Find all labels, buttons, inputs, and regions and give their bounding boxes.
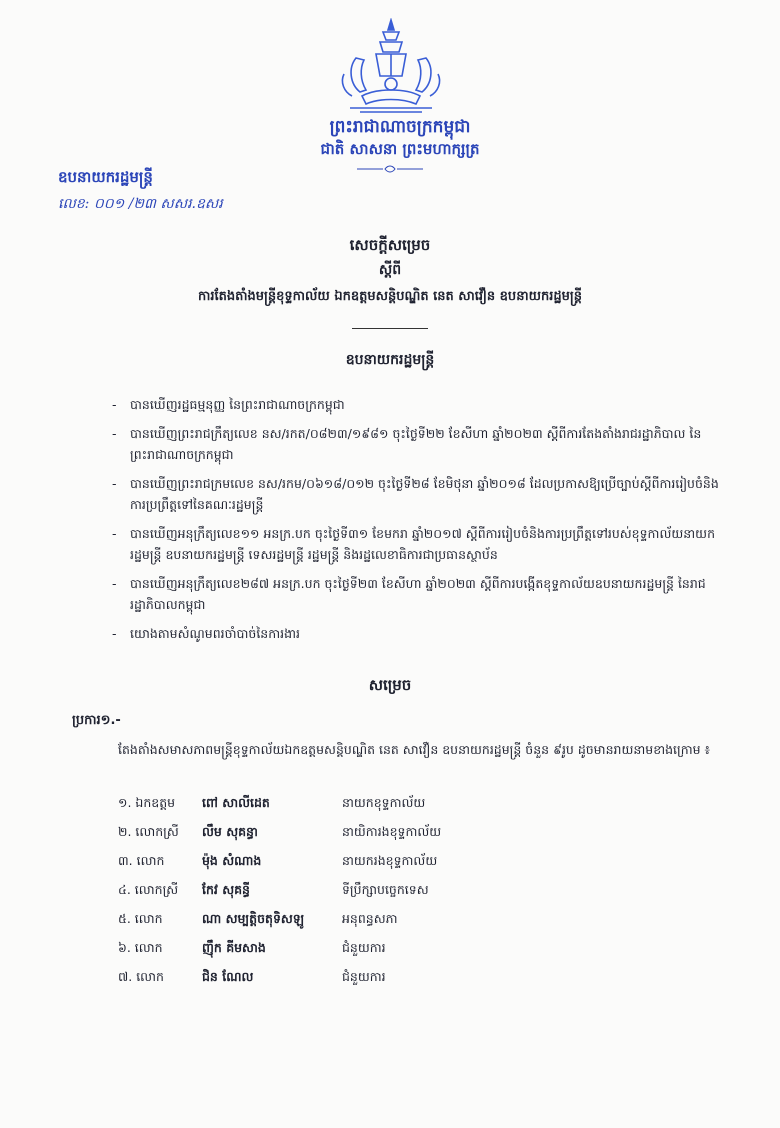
- member-row: [118, 906, 678, 935]
- member-title: ២. លោកស្រី: [118, 824, 179, 839]
- consideration-item: - បានឃើញព្រះរាជក្រមលេខ នស/រកម/០៦១៨/០១២ ចុះថ្ងៃទី២៨ ខែមិថុនា ឆ្នាំ២០១៨ ដែលប្រកាសឱ្យប្រើច្បាប់ស្ដីពីការរៀបចំនិងការប្រព្រឹត្តទៅនៃគណៈរដ្ឋមន្ត្រី: [112, 473, 722, 515]
- member-name: ពៅ សាលីដេត: [202, 795, 270, 810]
- member-name: ណា សម្បត្តិចតុទិសឡូ: [202, 911, 305, 926]
- member-name: លឹម សុគន្ធា: [202, 824, 258, 839]
- member-title: ៤. លោកស្រី: [118, 882, 179, 897]
- member-name: កែវ សុគន្ធី: [202, 882, 250, 897]
- member-row: [118, 848, 678, 877]
- reference-number: លេខ: ០០១ /២៣ សសរ.ឧសរ: [58, 196, 223, 212]
- title-about: ស្ដីពី: [378, 262, 402, 278]
- consideration-item: - បានឃើញរដ្ឋធម្មនុញ្ញ នៃព្រះរាជាណាចក្រកម្ពុជា: [112, 394, 722, 415]
- kingdom-name: ព្រះរាជាណាចក្រកម្ពុជា: [329, 117, 471, 137]
- national-motto: ជាតិ សាសនា ព្រះមហាក្សត្រ: [320, 140, 480, 158]
- considerations-list: [112, 394, 722, 652]
- member-row: [118, 964, 678, 993]
- member-row: [118, 935, 678, 964]
- member-title: ៣. លោក: [118, 853, 165, 868]
- member-title: ១. ឯកឧត្ដម: [118, 795, 176, 810]
- member-role: នាយិការងខុទ្ទកាល័យ: [342, 824, 442, 839]
- title-divider: [352, 328, 428, 329]
- member-title: ៧. លោក: [118, 969, 164, 984]
- member-role: នាយករងខុទ្ទកាល័យ: [342, 853, 438, 868]
- decision-heading: សម្រេច: [368, 676, 412, 694]
- member-row: [118, 790, 678, 819]
- flourish-divider-icon: [355, 164, 425, 174]
- consideration-item: - បានឃើញអនុក្រឹត្យលេខ២៨៧ អនក្រ.បក ចុះថ្ងៃទី២៣ ខែសីហា ឆ្នាំ២០២៣ ស្ដីពីការបង្កើតខុទ្ទកាល័យឧបនាយករដ្ឋមន្ត្រី នៃរាជរដ្ឋាភិបាលកម្ពុជា: [112, 573, 722, 615]
- member-role: ទីប្រឹក្សាបច្ចេកទេស: [342, 882, 429, 897]
- consideration-item: - បានឃើញព្រះរាជក្រឹត្យលេខ នស/រកត/០៨២៣/១៩៨១ ចុះថ្ងៃទី២២ ខែសីហា ឆ្នាំ២០២៣ ស្ដីពីការតែងតាំងរាជរដ្ឋាភិបាល នៃព្រះរាជាណាចក្រកម្ពុជា: [112, 423, 722, 465]
- member-name: ម៉ុង សំណាង: [202, 853, 262, 868]
- member-name: ជិន ណែល: [202, 969, 254, 984]
- issuer-heading: ឧបនាយករដ្ឋមន្ត្រី: [345, 352, 435, 368]
- royal-coat-of-arms-icon: [336, 18, 446, 116]
- title-subject: ការតែងតាំងមន្ត្រីខុទ្ទកាល័យ ឯកឧត្ដមសន្តិបណ្ឌិត នេត សាវឿន ឧបនាយករដ្ឋមន្ត្រី: [198, 289, 582, 304]
- document-title: សេចក្ដីសម្រេច: [349, 236, 431, 254]
- member-role: នាយកខុទ្ទកាល័យ: [342, 795, 426, 810]
- article-text: តែងតាំងសមាសភាពមន្ត្រីខុទ្ទកាល័យឯកឧត្ដមសន្តិបណ្ឌិត នេត សាវឿន ឧបនាយករដ្ឋមន្ត្រី ចំនួន ៩រូប ដូចមានរាយនាមខាងក្រោម ៖: [118, 742, 711, 757]
- consideration-item: - បានឃើញអនុក្រឹត្យលេខ១១ អនក្រ.បក ចុះថ្ងៃទី៣១ ខែមករា ឆ្នាំ២០១៧ ស្ដីពីការរៀបចំនិងការប្រព្រឹត្តទៅរបស់ខុទ្ទកាល័យនាយករដ្ឋមន្ត្រី ឧបនាយករដ្ឋមន្ត្រី ទេសរដ្ឋមន្ត្រី រដ្ឋមន្ត្រី និងរដ្ឋលេខាធិការជាប្រធានស្ថាប័ន: [112, 523, 722, 565]
- member-title: ៥. លោក: [118, 911, 163, 926]
- members-list: [118, 790, 678, 993]
- article-label: ប្រការ១.-: [72, 713, 121, 728]
- member-row: [118, 819, 678, 848]
- member-title: ៦. លោក: [118, 940, 163, 955]
- consideration-item: - យោងតាមសំណូមពរចាំបាច់នៃការងារ: [112, 623, 722, 644]
- member-role: ជំនួយការ: [342, 969, 386, 984]
- member-role: អនុពន្ធសភា: [342, 911, 398, 926]
- member-row: [118, 877, 678, 906]
- issuing-office: ឧបនាយករដ្ឋមន្ត្រី: [58, 168, 153, 186]
- member-role: ជំនួយការ: [342, 940, 386, 955]
- member-name: ញ៉ឹក គីមសាង: [202, 940, 266, 955]
